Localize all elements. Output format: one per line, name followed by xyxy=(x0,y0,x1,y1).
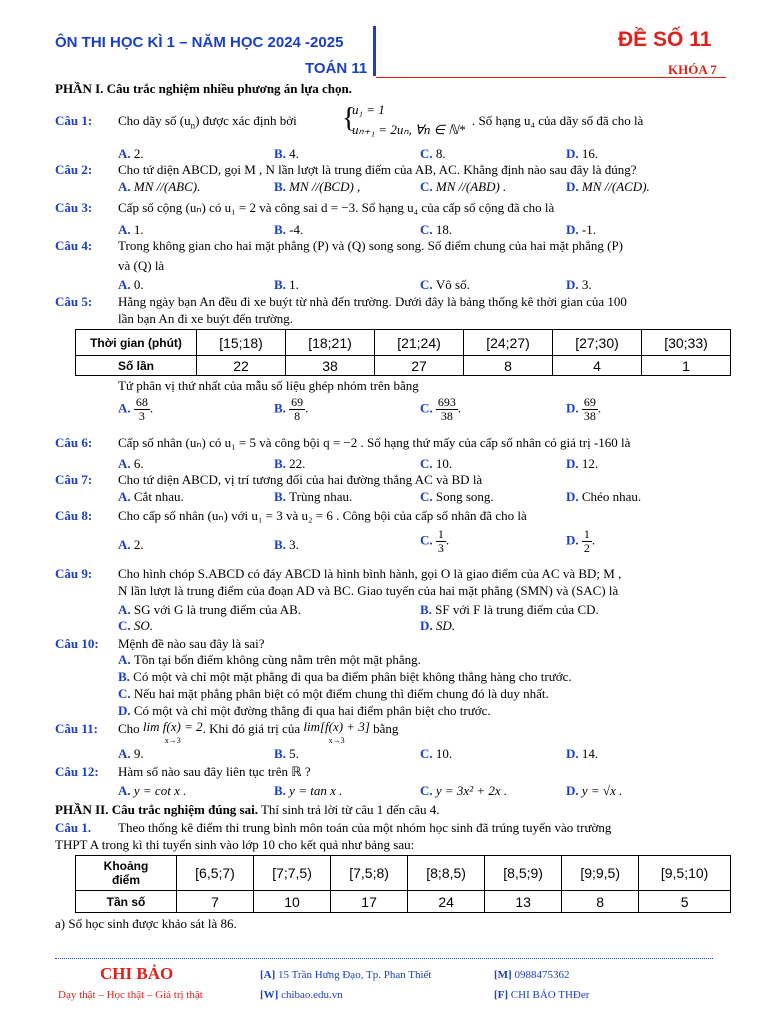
table1-cell: 38 xyxy=(286,356,375,376)
table1-col: [24;27) xyxy=(464,330,553,356)
table2-col: [7;7,5) xyxy=(254,856,331,891)
q2-option-c[interactable]: C. MN //(ABD) . xyxy=(420,179,507,194)
table2-cell: 13 xyxy=(485,891,562,913)
q8-option-c[interactable]: C. $\frac{1}{3}$ . xyxy=(420,527,450,555)
header-underline xyxy=(376,77,726,78)
q4-text-line1: Trong không gian cho hai mặt phẳng (P) và (Q) song song. Số điểm chung của hai mặt phẳng (P) xyxy=(118,238,624,253)
q2-option-d[interactable]: D. MN //(ACD). xyxy=(566,179,650,194)
q6-option-d[interactable]: D. 12. xyxy=(566,456,599,471)
table1-col: [30;33) xyxy=(642,330,731,356)
q1-text: Cho dãy số $(u_n)$ được xác định bởi xyxy=(118,113,297,131)
table2-col: [6,5;7) xyxy=(177,856,254,891)
table1-col: [15;18) xyxy=(197,330,286,356)
question-3: Câu 3: xyxy=(55,200,93,215)
table1-cell: 4 xyxy=(553,356,642,376)
table1-cell: 27 xyxy=(375,356,464,376)
question-7: Câu 7: xyxy=(55,472,93,487)
q9-text-line1: Cho hình chóp S.ABCD có đáy ABCD là hình bình hành, gọi O là giao điểm của AC và BD; M , xyxy=(118,566,622,581)
subject-title: TOÁN 11 xyxy=(305,60,368,77)
question-5: Câu 5: xyxy=(55,294,93,309)
q4-option-c[interactable]: C. Vô số. xyxy=(420,277,470,292)
q1-option-a[interactable]: A. 2. xyxy=(118,146,144,161)
exam-number: ĐỀ SỐ 11 xyxy=(618,28,712,51)
question-4: Câu 4: xyxy=(55,238,93,253)
q9-option-c[interactable]: C. SO. xyxy=(118,618,154,633)
q8-text: Cho cấp số nhân (uₙ) với u₁ = 3 và u₂ = 6 . Công bội của cấp số nhân đã cho là xyxy=(118,508,527,523)
p2q1-statement-a[interactable]: a) Số học sinh được khảo sát là 86. xyxy=(55,916,237,931)
table2-cell: 24 xyxy=(408,891,485,913)
table1-col: [21;24) xyxy=(375,330,464,356)
question-6: Câu 6: xyxy=(55,435,93,450)
q12-text: Hàm số nào sau đây liên tục trên ℝ ? xyxy=(118,764,311,779)
q12-option-a[interactable]: A. y = cot x . xyxy=(118,783,187,798)
q5-question: Tứ phân vị thứ nhất của mẫu số liệu ghép nhóm trên bằng xyxy=(118,378,419,393)
q1-option-b[interactable]: B. 4. xyxy=(274,146,299,161)
q2-option-b[interactable]: B. MN //(BCD) , xyxy=(274,179,361,194)
q9-option-a[interactable]: A. SG với G là trung điểm của AB. xyxy=(118,602,302,617)
q3-option-a[interactable]: A. 1. xyxy=(118,222,144,237)
q7-option-d[interactable]: D. Chéo nhau. xyxy=(566,489,642,504)
p2q1-text-line2: THPT A trong kì thi tuyển sinh vào lớp 10 cho kết quả như bảng sau: xyxy=(55,837,415,852)
footer-facebook[interactable]: [F] CHI BẢO THĐer xyxy=(494,989,590,1001)
q6-option-c[interactable]: C. 10. xyxy=(420,456,453,471)
q2-option-a[interactable]: A. MN //(ABC). xyxy=(118,179,201,194)
question-12: Câu 12: xyxy=(55,764,99,779)
table2-cell: 17 xyxy=(331,891,408,913)
brand-slogan: Dạy thật – Học thật – Giá trị thật xyxy=(58,989,203,1001)
q4-option-b[interactable]: B. 1. xyxy=(274,277,299,292)
q7-option-b[interactable]: B. Trùng nhau. xyxy=(274,489,353,504)
q7-option-a[interactable]: A. Cắt nhau. xyxy=(118,489,184,504)
table1-header-time: Thời gian (phút) xyxy=(76,330,197,356)
table2-col: [8,5;9) xyxy=(485,856,562,891)
table2-header-freq: Tần số xyxy=(76,891,177,913)
q8-option-d[interactable]: D. $\frac{1}{2}$ . xyxy=(566,527,596,555)
table1-cell: 1 xyxy=(642,356,731,376)
table2-col: [7,5;8) xyxy=(331,856,408,891)
q3-option-d[interactable]: D. -1. xyxy=(566,222,596,237)
table2-header-range: Khoảng điểm xyxy=(76,856,177,891)
q1-system-line1: u₁ = 1 xyxy=(352,102,385,117)
question-10: Câu 10: xyxy=(55,636,99,651)
q11-option-d[interactable]: D. 14. xyxy=(566,746,599,761)
table2-col: [8;8,5) xyxy=(408,856,485,891)
table1-cell: 22 xyxy=(197,356,286,376)
question-1 xyxy=(55,113,92,129)
q4-text-line2: và (Q) là xyxy=(118,258,165,273)
q10-option-c[interactable]: C. Nếu hai mặt phẳng phân biệt có một điểm chung thì điểm chung đó là duy nhất. xyxy=(118,686,549,701)
p2q1-text-line1: Theo thống kê điểm thi trung bình môn toán của một nhóm học sinh đã trúng tuyển vào trường xyxy=(118,820,612,835)
q10-option-d[interactable]: D. Có một và chỉ một đường thẳng đi qua hai điểm phân biệt cho trước. xyxy=(118,703,491,718)
question-9: Câu 9: xyxy=(55,566,93,581)
part1-title: PHẦN I. Câu trắc nghiệm nhiều phương án lựa chọn. xyxy=(55,81,352,96)
q12-option-c[interactable]: C. y = 3x² + 2x . xyxy=(420,783,508,798)
q1-system-line2: uₙ₊₁ = 2uₙ, ∀n ∈ ℕ* xyxy=(352,122,466,137)
q11-option-c[interactable]: C. 10. xyxy=(420,746,453,761)
exam-title: ÔN THI HỌC KÌ 1 – NĂM HỌC 2024 -2025 xyxy=(55,34,344,51)
q1-option-c[interactable]: C. 8. xyxy=(420,146,446,161)
q6-text: Cấp số nhân (uₙ) có u₁ = 5 và công bội q = −2 . Số hạng thứ mấy của cấp số nhân có giá trị -160 là xyxy=(118,435,631,450)
q7-option-c[interactable]: C. Song song. xyxy=(420,489,494,504)
footer-divider xyxy=(55,958,713,959)
q10-text: Mệnh đề nào sau đây là sai? xyxy=(118,636,265,651)
question-8: Câu 8: xyxy=(55,508,93,523)
q5-text-line1: Hằng ngày bạn An đều đi xe buýt từ nhà đến trường. Dưới đây là bảng thống kê thời gian của 100 xyxy=(118,294,627,309)
q2-text: Cho tứ diện ABCD, gọi M , N lần lượt là trung điểm của AB, AC. Khẳng định nào sau đây là đúng? xyxy=(118,162,637,177)
q1-post: . Số hạng u₄ của dãy số đã cho là xyxy=(472,113,644,128)
q7-text: Cho tứ diện ABCD, vị trí tương đối của hai đường thẳng AC và BD là xyxy=(118,472,483,487)
table2-cell: 7 xyxy=(177,891,254,913)
q4-option-a[interactable]: A. 0. xyxy=(118,277,144,292)
q10-option-a[interactable]: A. Tồn tại bốn điểm không cùng nằm trên một mặt phẳng. xyxy=(118,652,421,667)
q8-option-a[interactable]: A. 2. xyxy=(118,537,144,552)
q10-option-b[interactable]: B. Có một và chỉ một mặt phẳng đi qua ba điểm phân biệt không thẳng hàng cho trước. xyxy=(118,669,572,684)
table2-cell: 10 xyxy=(254,891,331,913)
q1-label: Câu 1: xyxy=(55,113,93,128)
table1-col: [27;30) xyxy=(553,330,642,356)
system-brace: { xyxy=(342,103,356,134)
q9-option-d[interactable]: D. SD. xyxy=(420,618,456,633)
q5-option-d[interactable]: D. $\frac{69}{38}$ . xyxy=(566,395,602,423)
q9-text-line2: N lần lượt là trung điểm của đoạn AD và BC. Giao tuyến của hai mặt phẳng (SMN) và (SAC) là xyxy=(118,583,619,598)
q3-text: Cấp số cộng (uₙ) có u₁ = 2 và công sai d = −3. Số hạng u₄ của cấp số cộng đã cho là xyxy=(118,200,555,215)
q8-option-b[interactable]: B. 3. xyxy=(274,537,299,552)
score-table xyxy=(75,855,731,913)
part2-question-1: Câu 1. xyxy=(55,820,92,835)
course-label: KHÓA 7 xyxy=(668,62,717,77)
q11-text: Cho lim f(x) = 2 x→3. Khi đó giá trị của lim[f(x) + 3] x→3 bằng xyxy=(118,719,399,745)
table2-cell: 8 xyxy=(562,891,639,913)
table1-header-count: Số lần xyxy=(76,356,197,376)
part2-title: PHẦN II. Câu trắc nghiệm đúng sai. Thí sinh trả lời từ câu 1 đến câu 4. xyxy=(55,802,440,817)
q5-option-c[interactable]: C. $\frac{693}{38}$ . xyxy=(420,395,462,423)
bus-time-table xyxy=(75,329,731,376)
q3-option-b[interactable]: B. -4. xyxy=(274,222,304,237)
q12-option-b[interactable]: B. y = tan x . xyxy=(274,783,343,798)
q1-mid: ) được xác định bởi xyxy=(195,113,297,128)
q4-option-d[interactable]: D. 3. xyxy=(566,277,592,292)
q6-option-a[interactable]: A. 6. xyxy=(118,456,144,471)
q12-option-d[interactable]: D. y = √x . xyxy=(566,783,623,798)
table1-col: [18;21) xyxy=(286,330,375,356)
table2-cell: 5 xyxy=(639,891,731,913)
table2-col: [9,5;10) xyxy=(639,856,731,891)
q1-option-d[interactable]: D. 16. xyxy=(566,146,599,161)
brand-name: CHI BẢO xyxy=(100,964,174,983)
q11-option-a[interactable]: A. 9. xyxy=(118,746,144,761)
q5-text-line2: lần bạn An đi xe buýt đến trường. xyxy=(118,311,293,326)
footer-website[interactable]: [W] chibao.edu.vn xyxy=(260,989,343,1001)
question-2: Câu 2: xyxy=(55,162,93,177)
q6-option-b[interactable]: B. 22. xyxy=(274,456,306,471)
q5-option-a[interactable]: A. $\frac{68}{3}$ . xyxy=(118,395,154,423)
q3-option-c[interactable]: C. 18. xyxy=(420,222,453,237)
q5-option-b[interactable]: B. $\frac{69}{8}$ . xyxy=(274,395,309,423)
question-11: Câu 11: xyxy=(55,721,98,736)
q9-option-b[interactable]: B. SF với F là trung điểm của CD. xyxy=(420,602,599,617)
q1-pre: Cho dãy số (u xyxy=(118,113,191,128)
header-divider xyxy=(373,26,376,76)
table1-cell: 8 xyxy=(464,356,553,376)
footer-address: [A] 15 Trần Hưng Đạo, Tp. Phan Thiết xyxy=(260,969,432,981)
table2-col: [9;9,5) xyxy=(562,856,639,891)
footer-phone: [M] 0988475362 xyxy=(494,969,570,981)
q11-option-b[interactable]: B. 5. xyxy=(274,746,299,761)
